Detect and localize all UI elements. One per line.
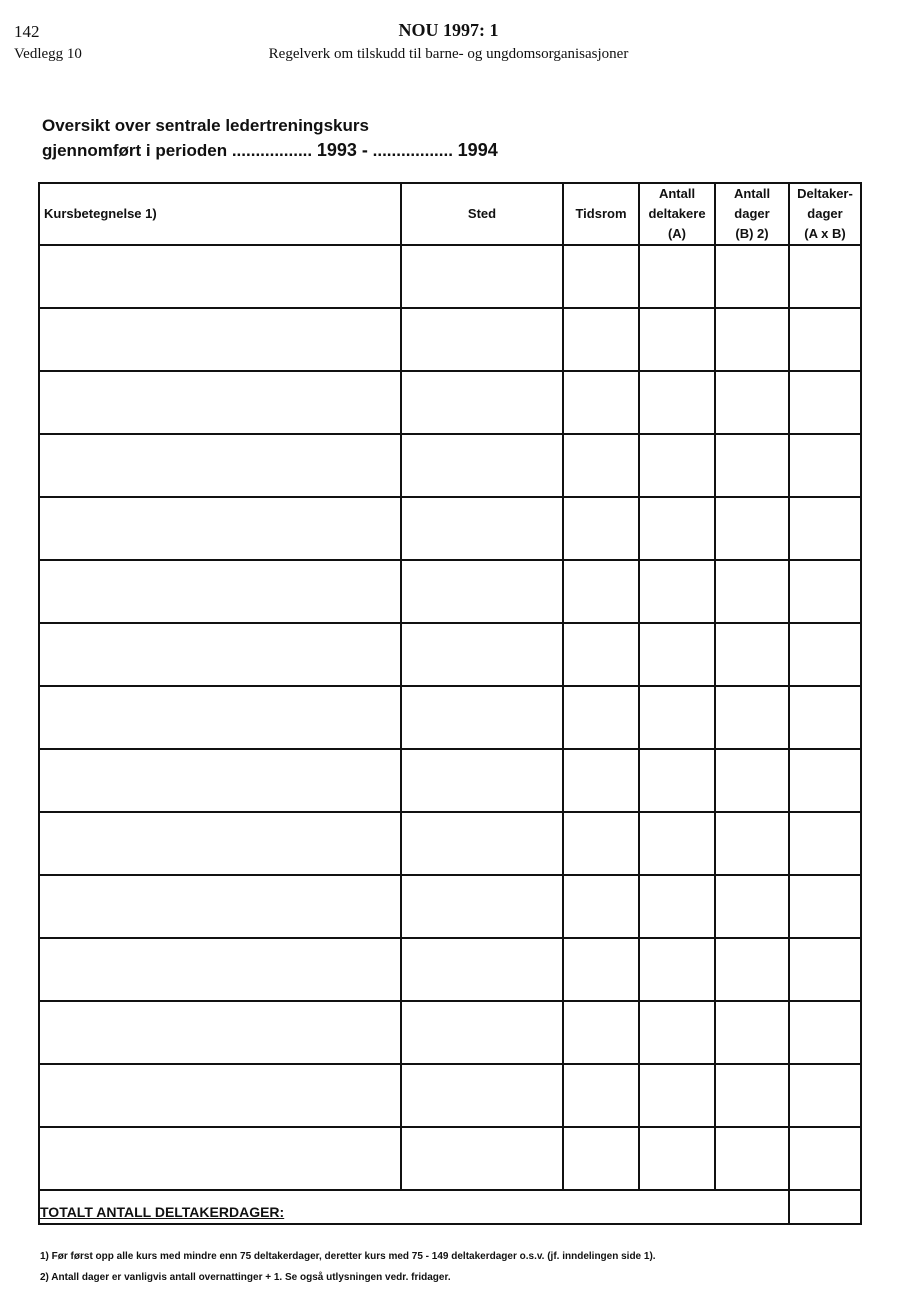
participants-cell[interactable] [639,434,715,497]
location-cell[interactable] [401,308,563,371]
participant-days-cell[interactable] [789,686,861,749]
year-from: 1993 - [316,140,368,160]
table-row [39,1127,861,1190]
header-text: (B) 2) [735,226,769,241]
location-cell[interactable] [401,1127,563,1190]
form-title: Oversikt over sentrale ledertreningskurs [42,116,369,135]
table-row [39,686,861,749]
location-cell[interactable] [401,812,563,875]
course-name-cell[interactable] [39,560,401,623]
column-header-participant-days [789,183,861,245]
table-header-row [39,183,861,245]
course-name-cell[interactable] [39,623,401,686]
participants-cell[interactable] [639,1001,715,1064]
period-dots: ................. [372,141,453,160]
column-header-course-name [39,183,401,245]
course-name-cell[interactable] [39,875,401,938]
days-cell[interactable] [715,623,789,686]
participants-cell[interactable] [639,308,715,371]
table-row [39,308,861,371]
column-header-period [563,183,639,245]
days-cell[interactable] [715,371,789,434]
days-cell[interactable] [715,938,789,1001]
table-row [39,434,861,497]
header-text: deltakere [648,206,706,221]
participant-days-cell[interactable] [789,308,861,371]
days-cell[interactable] [715,1001,789,1064]
header-text: Antall [733,186,771,201]
participants-cell[interactable] [639,686,715,749]
period-cell[interactable] [563,308,639,371]
table-row [39,371,861,434]
header-text: dager [734,206,770,221]
location-cell[interactable] [401,686,563,749]
period-cell[interactable] [563,749,639,812]
location-cell[interactable] [401,371,563,434]
participant-days-cell[interactable] [789,875,861,938]
participants-cell[interactable] [639,812,715,875]
total-value-cell[interactable] [789,1190,861,1224]
location-cell[interactable] [401,434,563,497]
participants-cell[interactable] [639,371,715,434]
period-cell[interactable] [563,560,639,623]
table-row [39,623,861,686]
participant-days-cell[interactable] [789,1064,861,1127]
course-name-cell[interactable] [39,371,401,434]
header-text: Sted [467,206,497,221]
days-cell[interactable] [715,875,789,938]
form-period-line [42,140,498,161]
course-name-cell[interactable] [39,434,401,497]
footnote-1: 1) Før først opp alle kurs med mindre enn 75 deltakerdager, deretter kurs med 75 - 149 deltakerdager o.s.v. (jf. inndelingen side 1). [40,1251,656,1262]
year-to: 1994 [457,140,498,160]
document-title: NOU 1997: 1 [398,20,499,40]
participants-cell[interactable] [639,245,715,308]
participant-days-cell[interactable] [789,1001,861,1064]
table-row [39,938,861,1001]
course-name-cell[interactable] [39,1127,401,1190]
document-subtitle: Regelverk om tilskudd til barne- og ungdomsorganisasjoner [268,46,629,62]
course-name-cell[interactable] [39,812,401,875]
header-text: dager [807,206,843,221]
course-name-cell[interactable] [39,1001,401,1064]
table-row [39,497,861,560]
course-name-cell[interactable] [39,686,401,749]
participant-days-cell[interactable] [789,749,861,812]
header-text: Deltaker- [797,186,853,201]
participant-days-cell[interactable] [789,1127,861,1190]
participant-days-cell[interactable] [789,623,861,686]
header-text: Tidsrom [575,206,627,221]
period-cell[interactable] [563,875,639,938]
table-row [39,1001,861,1064]
header-text: Antall [658,186,696,201]
course-name-cell[interactable] [39,497,401,560]
days-cell[interactable] [715,560,789,623]
participants-cell[interactable] [639,1127,715,1190]
participants-cell[interactable] [639,623,715,686]
period-cell[interactable] [563,1127,639,1190]
course-name-cell[interactable] [39,938,401,1001]
participants-cell[interactable] [639,938,715,1001]
participant-days-cell[interactable] [789,812,861,875]
table-row [39,1064,861,1127]
location-cell[interactable] [401,623,563,686]
course-name-cell[interactable] [39,1064,401,1127]
period-cell[interactable] [563,812,639,875]
appendix-label: Vedlegg 10 [14,46,82,62]
column-header-location [401,183,563,245]
table-row [39,560,861,623]
location-cell[interactable] [401,938,563,1001]
location-cell[interactable] [401,749,563,812]
header-text: (A) [667,226,687,241]
period-cell[interactable] [563,623,639,686]
page-number: 142 [14,22,40,41]
period-cell[interactable] [563,938,639,1001]
participant-days-cell[interactable] [789,434,861,497]
table-row [39,245,861,308]
location-cell[interactable] [401,560,563,623]
header-text: (A x B) [804,226,846,241]
header-text: Kursbetegnelse 1) [44,206,157,221]
period-cell[interactable] [563,434,639,497]
participants-cell[interactable] [639,560,715,623]
participants-cell[interactable] [639,749,715,812]
participants-cell[interactable] [639,1064,715,1127]
course-name-cell[interactable] [39,308,401,371]
period-prefix: gjennomført i perioden ................. [42,141,313,160]
participant-days-cell[interactable] [789,497,861,560]
course-table [38,182,862,1225]
location-cell[interactable] [401,1001,563,1064]
total-label: TOTALT ANTALL DELTAKERDAGER: [39,1190,789,1224]
table-row [39,812,861,875]
days-cell[interactable] [715,1127,789,1190]
days-cell[interactable] [715,812,789,875]
location-cell[interactable] [401,1064,563,1127]
location-cell[interactable] [401,245,563,308]
period-cell[interactable] [563,371,639,434]
participants-cell[interactable] [639,497,715,560]
period-cell[interactable] [563,1001,639,1064]
table-row [39,875,861,938]
column-header-days [715,183,789,245]
course-name-cell[interactable] [39,749,401,812]
period-cell[interactable] [563,245,639,308]
participant-days-cell[interactable] [789,371,861,434]
participant-days-cell[interactable] [789,245,861,308]
period-cell[interactable] [563,1064,639,1127]
days-cell[interactable] [715,308,789,371]
location-cell[interactable] [401,497,563,560]
days-cell[interactable] [715,686,789,749]
location-cell[interactable] [401,875,563,938]
participant-days-cell[interactable] [789,938,861,1001]
days-cell[interactable] [715,434,789,497]
footnote-2: 2) Antall dager er vanligvis antall overnattinger + 1. Se også utlysningen vedr. fridager. [40,1272,451,1283]
days-cell[interactable] [715,1064,789,1127]
days-cell[interactable] [715,245,789,308]
days-cell[interactable] [715,497,789,560]
period-cell[interactable] [563,686,639,749]
total-row [39,1190,861,1224]
course-name-cell[interactable] [39,245,401,308]
days-cell[interactable] [715,749,789,812]
table-row [39,749,861,812]
participant-days-cell[interactable] [789,560,861,623]
participants-cell[interactable] [639,875,715,938]
period-cell[interactable] [563,497,639,560]
column-header-participants [639,183,715,245]
